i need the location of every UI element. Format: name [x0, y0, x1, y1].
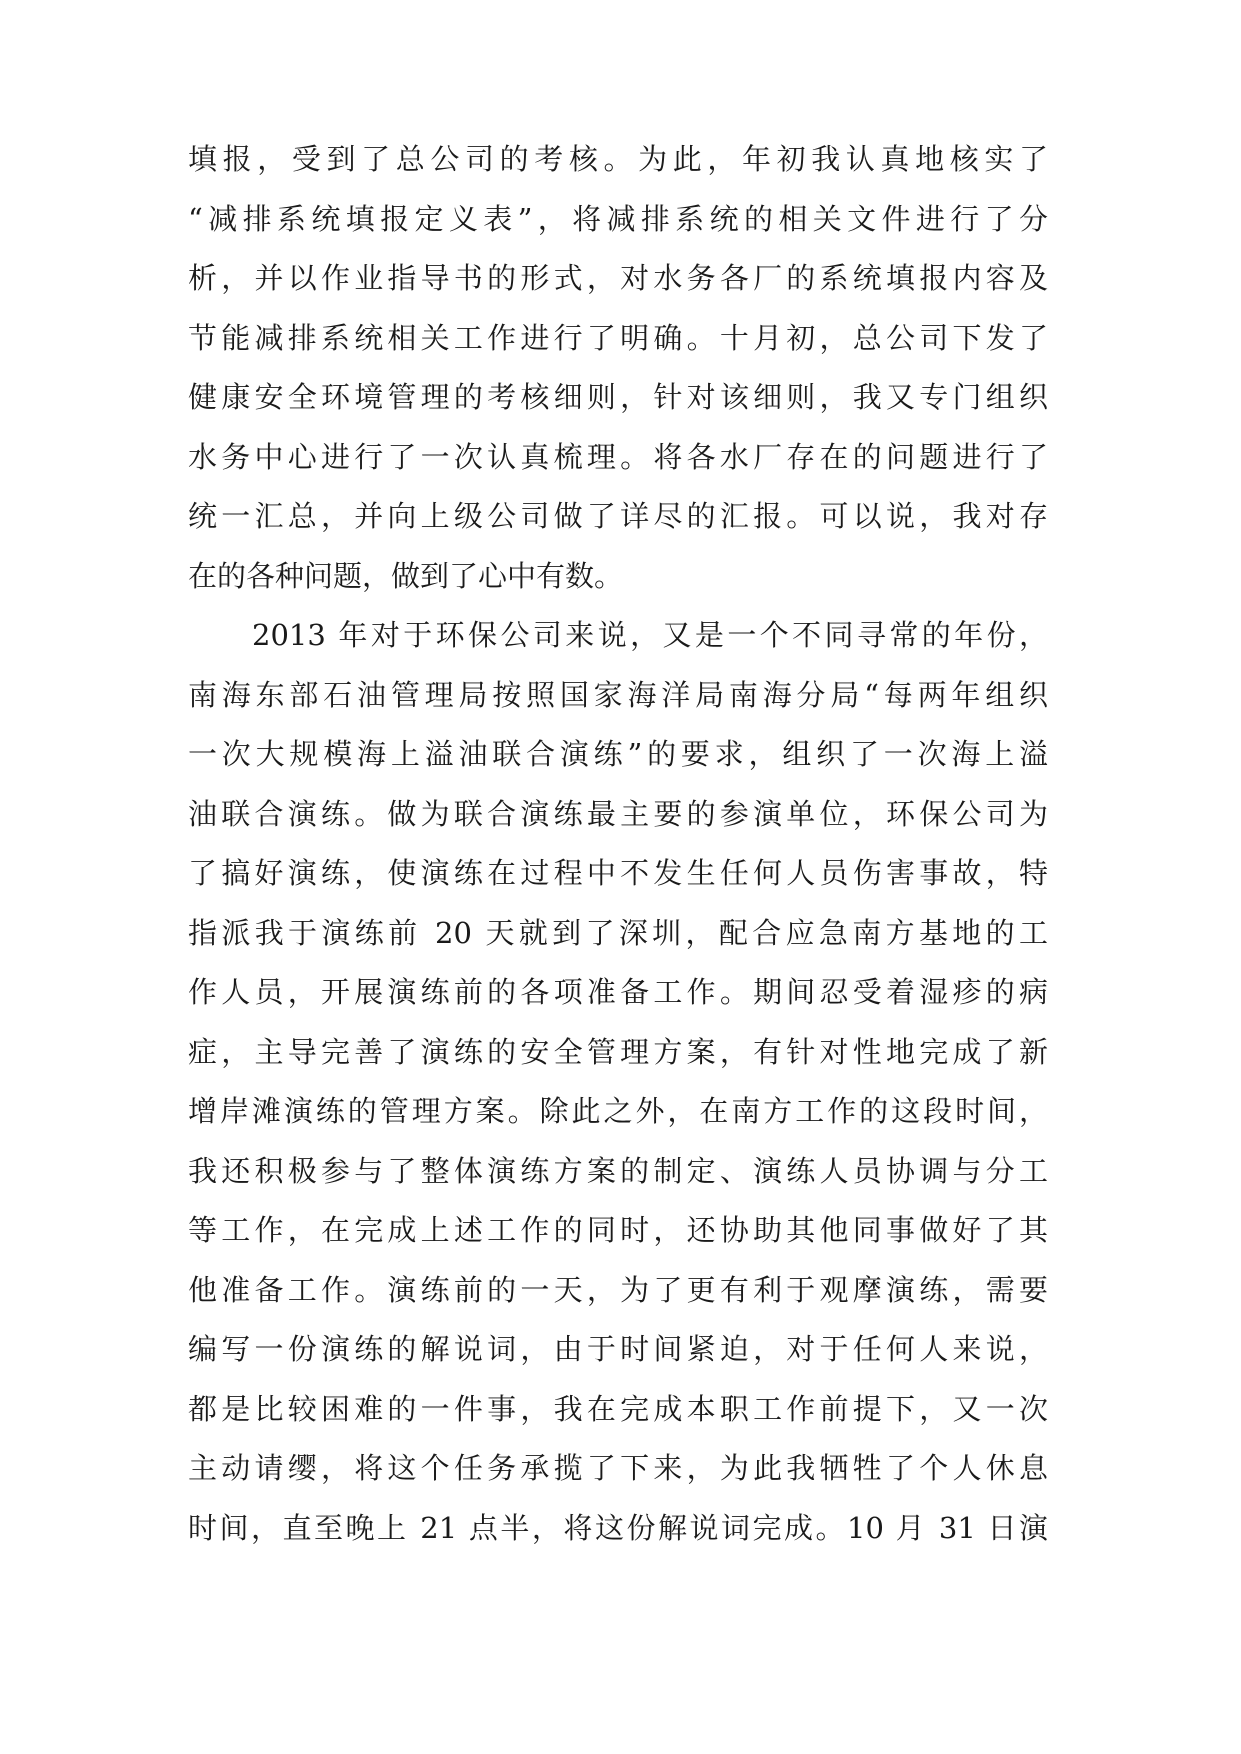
text-line: 作人员，开展演练前的各项准备工作。期间忍受着湿疹的病 [188, 975, 1048, 1009]
text-line: 节能减排系统相关工作进行了明确。十月初，总公司下发了 [188, 320, 1048, 355]
text-line: 了搞好演练，使演练在过程中不发生任何人员伤害事故，特 [188, 856, 1048, 890]
text-line: 都是比较困难的一件事，我在完成本职工作前提下，又一次 [188, 1391, 1048, 1426]
text-line: 时间，直至晚上 21 点半，将这份解说词完成。10 月 31 日演 [188, 1510, 1048, 1545]
text-line: 症，主导完善了演练的安全管理方案，有针对性地完成了新 [188, 1034, 1048, 1069]
paragraph-start-line: 2013 年对于环保公司来说，又是一个不同寻常的年份， [252, 618, 1048, 652]
text-line: 他准备工作。演练前的一天，为了更有利于观摩演练，需要 [188, 1272, 1048, 1307]
text-line: 水务中心进行了一次认真梳理。将各水厂存在的问题进行了 [188, 439, 1048, 474]
text-line: 编写一份演练的解说词，由于时间紧迫，对于任何人来说， [188, 1332, 1048, 1366]
text-line: 主动请缨，将这个任务承揽了下来，为此我牺牲了个人休息 [188, 1451, 1048, 1485]
text-line: 指派我于演练前 20 天就到了深圳，配合应急南方基地的工 [188, 915, 1048, 950]
text-line: 等工作，在完成上述工作的同时，还协助其他同事做好了其 [188, 1213, 1048, 1247]
text-line: 析，并以作业指导书的形式，对水务各厂的系统填报内容及 [188, 261, 1048, 295]
text-line: 我还积极参与了整体演练方案的制定、演练人员协调与分工 [188, 1153, 1048, 1188]
text-line: “减排系统填报定义表”，将减排系统的相关文件进行了分 [188, 201, 1048, 236]
text-line: 健康安全环境管理的考核细则，针对该细则，我又专门组织 [188, 380, 1048, 414]
text-line: 在的各种问题，做到了心中有数。 [188, 558, 624, 593]
text-line: 统一汇总，并向上级公司做了详尽的汇报。可以说，我对存 [188, 499, 1048, 533]
document-body [188, 130, 1048, 1558]
text-line: 增岸滩演练的管理方案。除此之外，在南方工作的这段时间， [188, 1094, 1048, 1128]
text-line: 填报，受到了总公司的考核。为此，年初我认真地核实了 [188, 142, 1048, 176]
text-line: 油联合演练。做为联合演练最主要的参演单位，环保公司为 [188, 796, 1048, 831]
text-line: 一次大规模海上溢油联合演练”的要求，组织了一次海上溢 [188, 737, 1048, 771]
text-line: 南海东部石油管理局按照国家海洋局南海分局“每两年组织 [188, 677, 1048, 712]
